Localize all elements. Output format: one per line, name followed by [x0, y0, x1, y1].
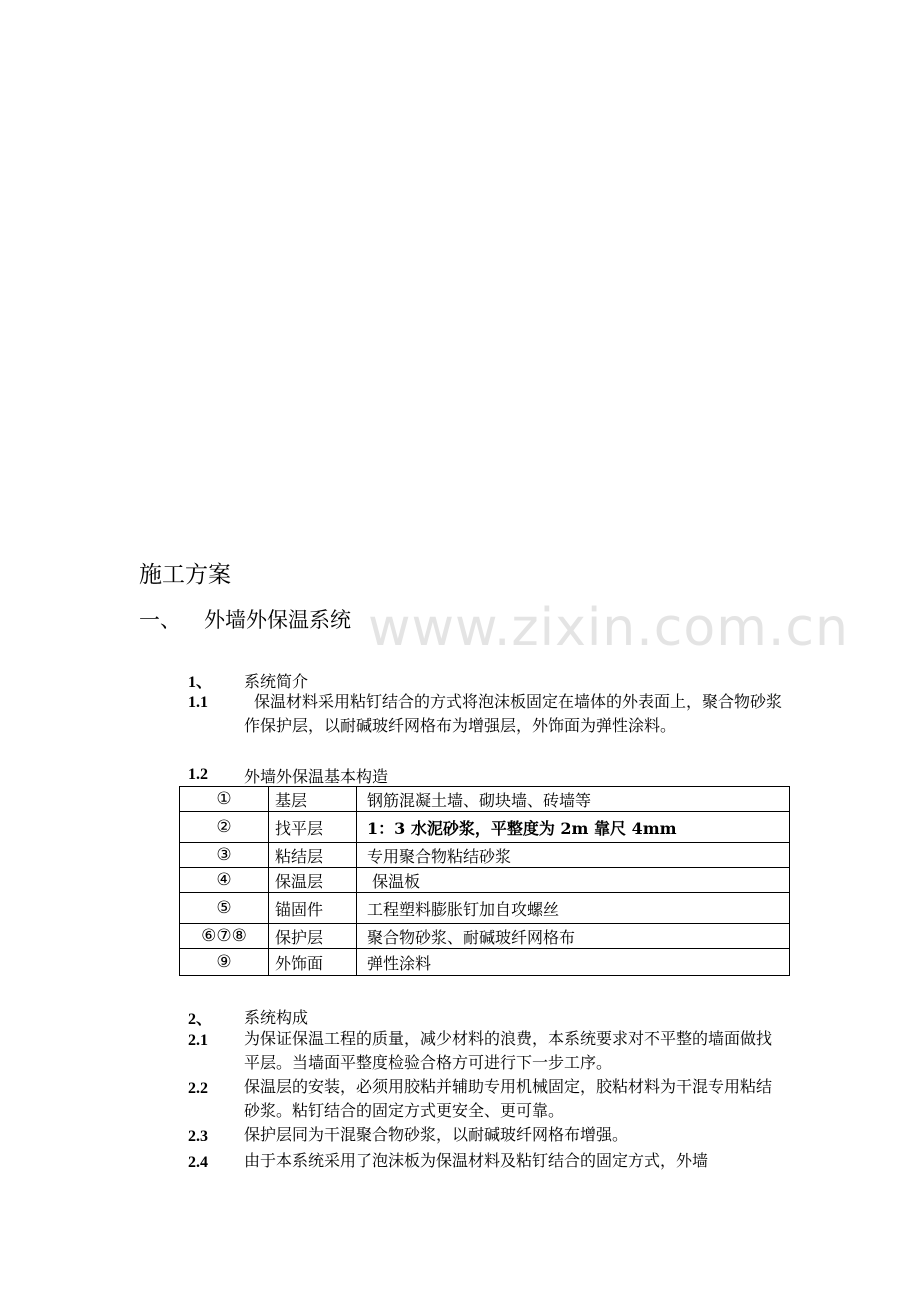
item-2-3-text: 保护层同为干混聚合物砂浆，以耐碱玻纤网格布增强。: [244, 1125, 629, 1144]
subsection-1-title: 系统简介: [244, 672, 309, 691]
subsection-2-title: 系统构成: [244, 1008, 309, 1027]
layer-description: 1：3 水泥砂浆，平整度为 2m 靠尺 4mm: [357, 812, 790, 843]
layer-number: ⑨: [180, 949, 269, 976]
layer-description: 工程塑料膨胀钉加自攻螺丝: [357, 893, 790, 924]
item-2-3-number: 2.3: [188, 1128, 208, 1145]
table-row: [180, 787, 790, 812]
layer-number: ①: [180, 787, 269, 812]
table-row: [180, 924, 790, 949]
subsection-1-number: 1、: [188, 674, 213, 691]
layer-number: ④: [180, 868, 269, 893]
layer-name: 粘结层: [269, 843, 357, 868]
item-2-2-number: 2.2: [188, 1080, 208, 1097]
layer-description: 保温板: [357, 868, 790, 893]
item-1-1-text: 保温材料采用粘钉结合的方式将泡沫板固定在墙体的外表面上，聚合物砂浆作保护层，以耐碱玻纤网格布为增强层，外饰面为弹性涂料。: [244, 692, 783, 735]
item-2-1-number: 2.1: [188, 1032, 208, 1049]
layer-name: 保温层: [269, 868, 357, 893]
table-row: [180, 893, 790, 924]
layer-name: 基层: [269, 787, 357, 812]
layer-name: 外饰面: [269, 949, 357, 976]
item-2-4-number: 2.4: [188, 1154, 208, 1171]
layer-name: 锚固件: [269, 893, 357, 924]
watermark: www.zixin.com.cn: [368, 598, 849, 658]
layer-number: ⑤: [180, 893, 269, 924]
layer-number: ②: [180, 812, 269, 843]
layer-number: ⑥⑦⑧: [180, 924, 269, 949]
item-1-2-number: 1.2: [188, 766, 208, 783]
layer-description: 聚合物砂浆、耐碱玻纤网格布: [357, 924, 790, 949]
layer-description: 钢筋混凝土墙、砌块墙、砖墙等: [357, 787, 790, 812]
table-row: [180, 812, 790, 843]
item-1-1-number: 1.1: [188, 694, 208, 711]
layer-name: 找平层: [269, 812, 357, 843]
document-title: 施工方案: [139, 562, 231, 588]
section-title: 外墙外保温系统: [204, 608, 351, 632]
layer-name: 保护层: [269, 924, 357, 949]
layer-description: 弹性涂料: [357, 949, 790, 976]
subsection-2-number: 2、: [188, 1011, 213, 1028]
item-1-2-title: 外墙外保温基本构造: [244, 767, 389, 786]
section-number: 一、: [139, 608, 181, 632]
item-2-2-text: 保温层的安装，必须用胶粘并辅助专用机械固定，胶粘材料为干混专用粘结砂浆。粘钉结合的固定方式更安全、更可靠。: [244, 1077, 773, 1120]
item-2-4-text: 由于本系统采用了泡沫板为保温材料及粘钉结合的固定方式，外墙: [244, 1151, 709, 1170]
layer-description: 专用聚合物粘结砂浆: [357, 843, 790, 868]
table-row: [180, 843, 790, 868]
layer-number: ③: [180, 843, 269, 868]
item-2-1-text: 为保证保温工程的质量，减少材料的浪费，本系统要求对不平整的墙面做找平层。当墙面平整度检验合格方可进行下一步工序。: [244, 1029, 773, 1072]
table-row: [180, 868, 790, 893]
table-row: [180, 949, 790, 976]
construction-table: [179, 786, 790, 976]
